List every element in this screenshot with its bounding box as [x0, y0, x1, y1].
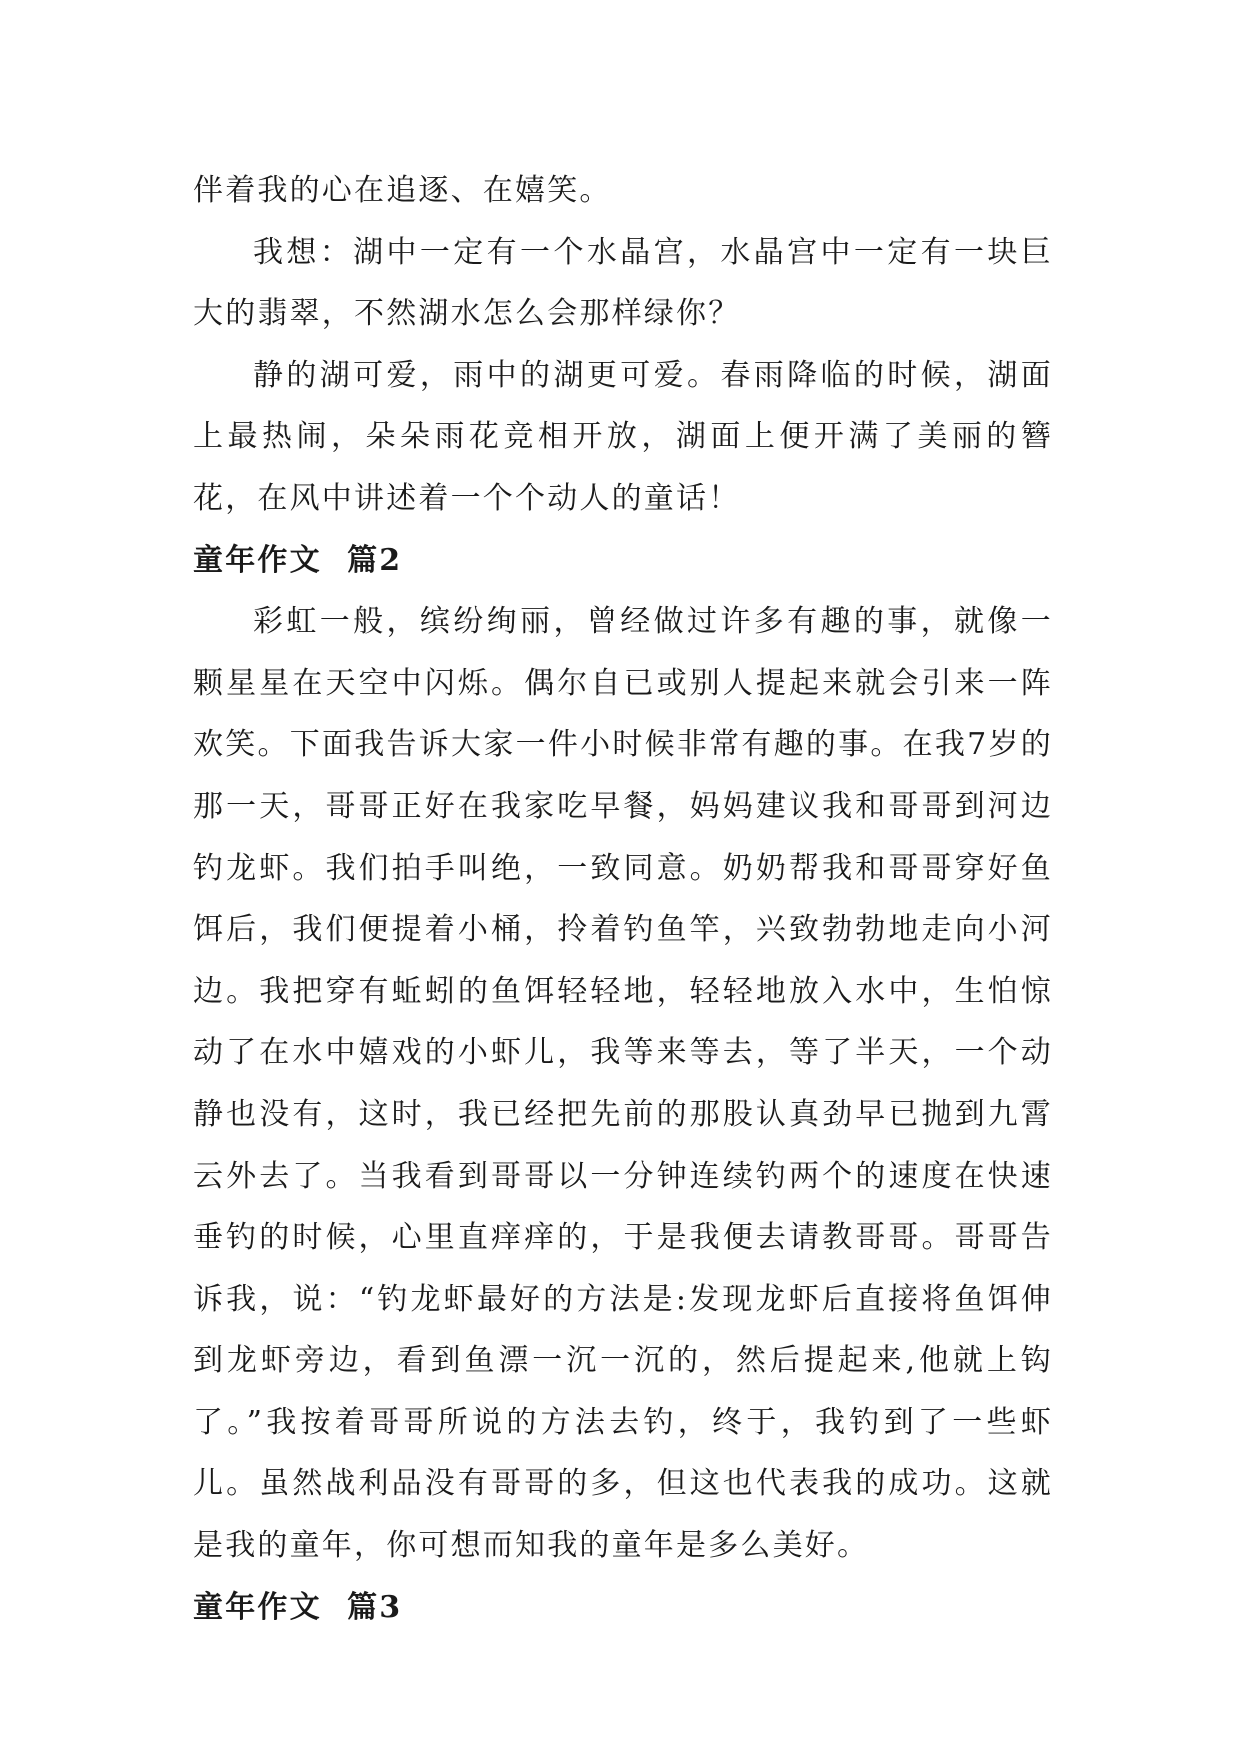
paragraph-fishing-story: 彩虹一般，缤纷绚丽，曾经做过许多有趣的事，就像一颗星星在天空中闪烁。偶尔自已或别人提起来就会引来一阵欢笑。下面我告诉大家一件小时候非常有趣的事。在我7岁的那一天，哥哥正好在我家吃早餐，妈妈建议我和哥哥到河边钓龙虾。我们拍手叫绝，一致同意。奶奶帮我和哥哥穿好鱼饵后，我们便提着小桶，拎着钓鱼竿，兴致勃勃地走向小河边。我把穿有蚯蚓的鱼饵轻轻地，轻轻地放入水中，生怕惊动了在水中嬉戏的小虾儿，我等来等去，等了半天，一个动静也没有，这时，我已经把先前的那股认真劲早已抛到九霄云外去了。当我看到哥哥以一分钟连续钓两个的速度在快速垂钓的时候，心里直痒痒的，于是我便去请教哥哥。哥哥告诉我，说：“钓龙虾最好的方法是:发现龙虾后直接将鱼饵伸到龙虾旁边，看到鱼漂一沉一沉的，然后提起来,他就上钩了。”我按着哥哥所说的方法去钓，终于，我钓到了一些虾儿。虽然战利品没有哥哥的多，但这也代表我的成功。这就是我的童年，你可想而知我的童年是多么美好。: [193, 604, 1053, 1564]
paragraph-crystal-palace: 我想：湖中一定有一个水晶宫，水晶宫中一定有一块巨大的翡翠，不然湖水怎么会那样绿你？: [193, 234, 1053, 332]
section-heading-2: 童年作文 篇2: [193, 542, 403, 578]
paragraph-rainy-lake: 静的湖可爱，雨中的湖更可爱。春雨降临的时候，湖面上最热闹，朵朵雨花竞相开放，湖面上便开满了美丽的簪花，在风中讲述着一个个动人的童话！: [193, 357, 1053, 516]
section-heading-3: 童年作文 篇3: [193, 1589, 403, 1625]
paragraph-continuation: 伴着我的心在追逐、在嬉笑。: [193, 173, 612, 208]
document-body: [193, 160, 1053, 1638]
